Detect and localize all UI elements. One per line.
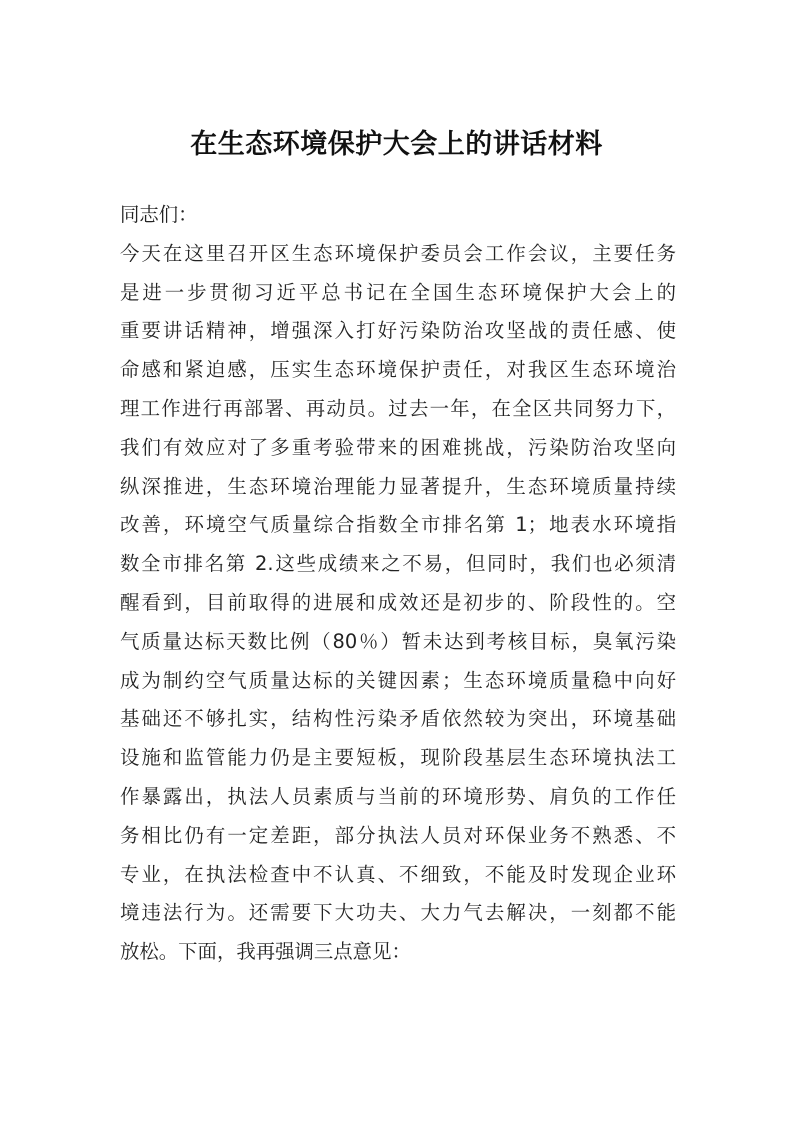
salutation: 同志们： — [120, 203, 198, 226]
document-body — [120, 196, 676, 972]
document-title: 在生态环境保护大会上的讲话材料 — [190, 129, 603, 160]
paragraph-line: 设施和监管能力仍是主要短板，现阶段基层生态环境执法工 — [120, 746, 676, 770]
paragraph-line: 境违法行为。还需要下大功夫、大力气去解决，一刻都不能 — [120, 901, 676, 925]
paragraph-line: 醒看到，目前取得的进展和成效还是初步的、阶段性的。空 — [120, 590, 676, 614]
paragraph-line: 改善，环境空气质量综合指数全市排名第 1；地表水环境指 — [120, 513, 676, 537]
paragraph-line: 是进一步贯彻习近平总书记在全国生态环境保护大会上的 — [120, 280, 676, 304]
paragraph-line: 作暴露出，执法人员素质与当前的环境形势、肩负的工作任 — [120, 784, 676, 808]
paragraph-line: 务相比仍有一定差距，部分执法人员对环保业务不熟悉、不 — [120, 823, 676, 847]
paragraph-line: 重要讲话精神，增强深入打好污染防治攻坚战的责任感、使 — [120, 319, 676, 343]
paragraph-line: 纵深推进，生态环境治理能力显著提升，生态环境质量持续 — [120, 474, 676, 498]
paragraph-line: 基础还不够扎实，结构性污染矛盾依然较为突出，环境基础 — [120, 707, 676, 731]
paragraph-line: 专业，在执法检查中不认真、不细致，不能及时发现企业环 — [120, 862, 676, 886]
paragraph-line: 理工作进行再部署、再动员。过去一年，在全区共同努力下， — [120, 396, 676, 420]
paragraph-line: 数全市排名第 2.这些成绩来之不易，但同时，我们也必须清 — [120, 552, 676, 576]
paragraph-line: 我们有效应对了多重考验带来的困难挑战，污染防治攻坚向 — [120, 435, 676, 459]
paragraph-line: 成为制约空气质量达标的关键因素；生态环境质量稳中向好 — [120, 668, 676, 692]
paragraph-line: 放松。下面，我再强调三点意见： — [120, 940, 411, 964]
paragraph-line: 今天在这里召开区生态环境保护委员会工作会议，主要任务 — [120, 241, 676, 265]
paragraph-line: 命感和紧迫感，压实生态环境保护责任，对我区生态环境治 — [120, 358, 676, 382]
paragraph-line: 气质量达标天数比例（80％）暂未达到考核目标，臭氧污染 — [120, 629, 676, 653]
